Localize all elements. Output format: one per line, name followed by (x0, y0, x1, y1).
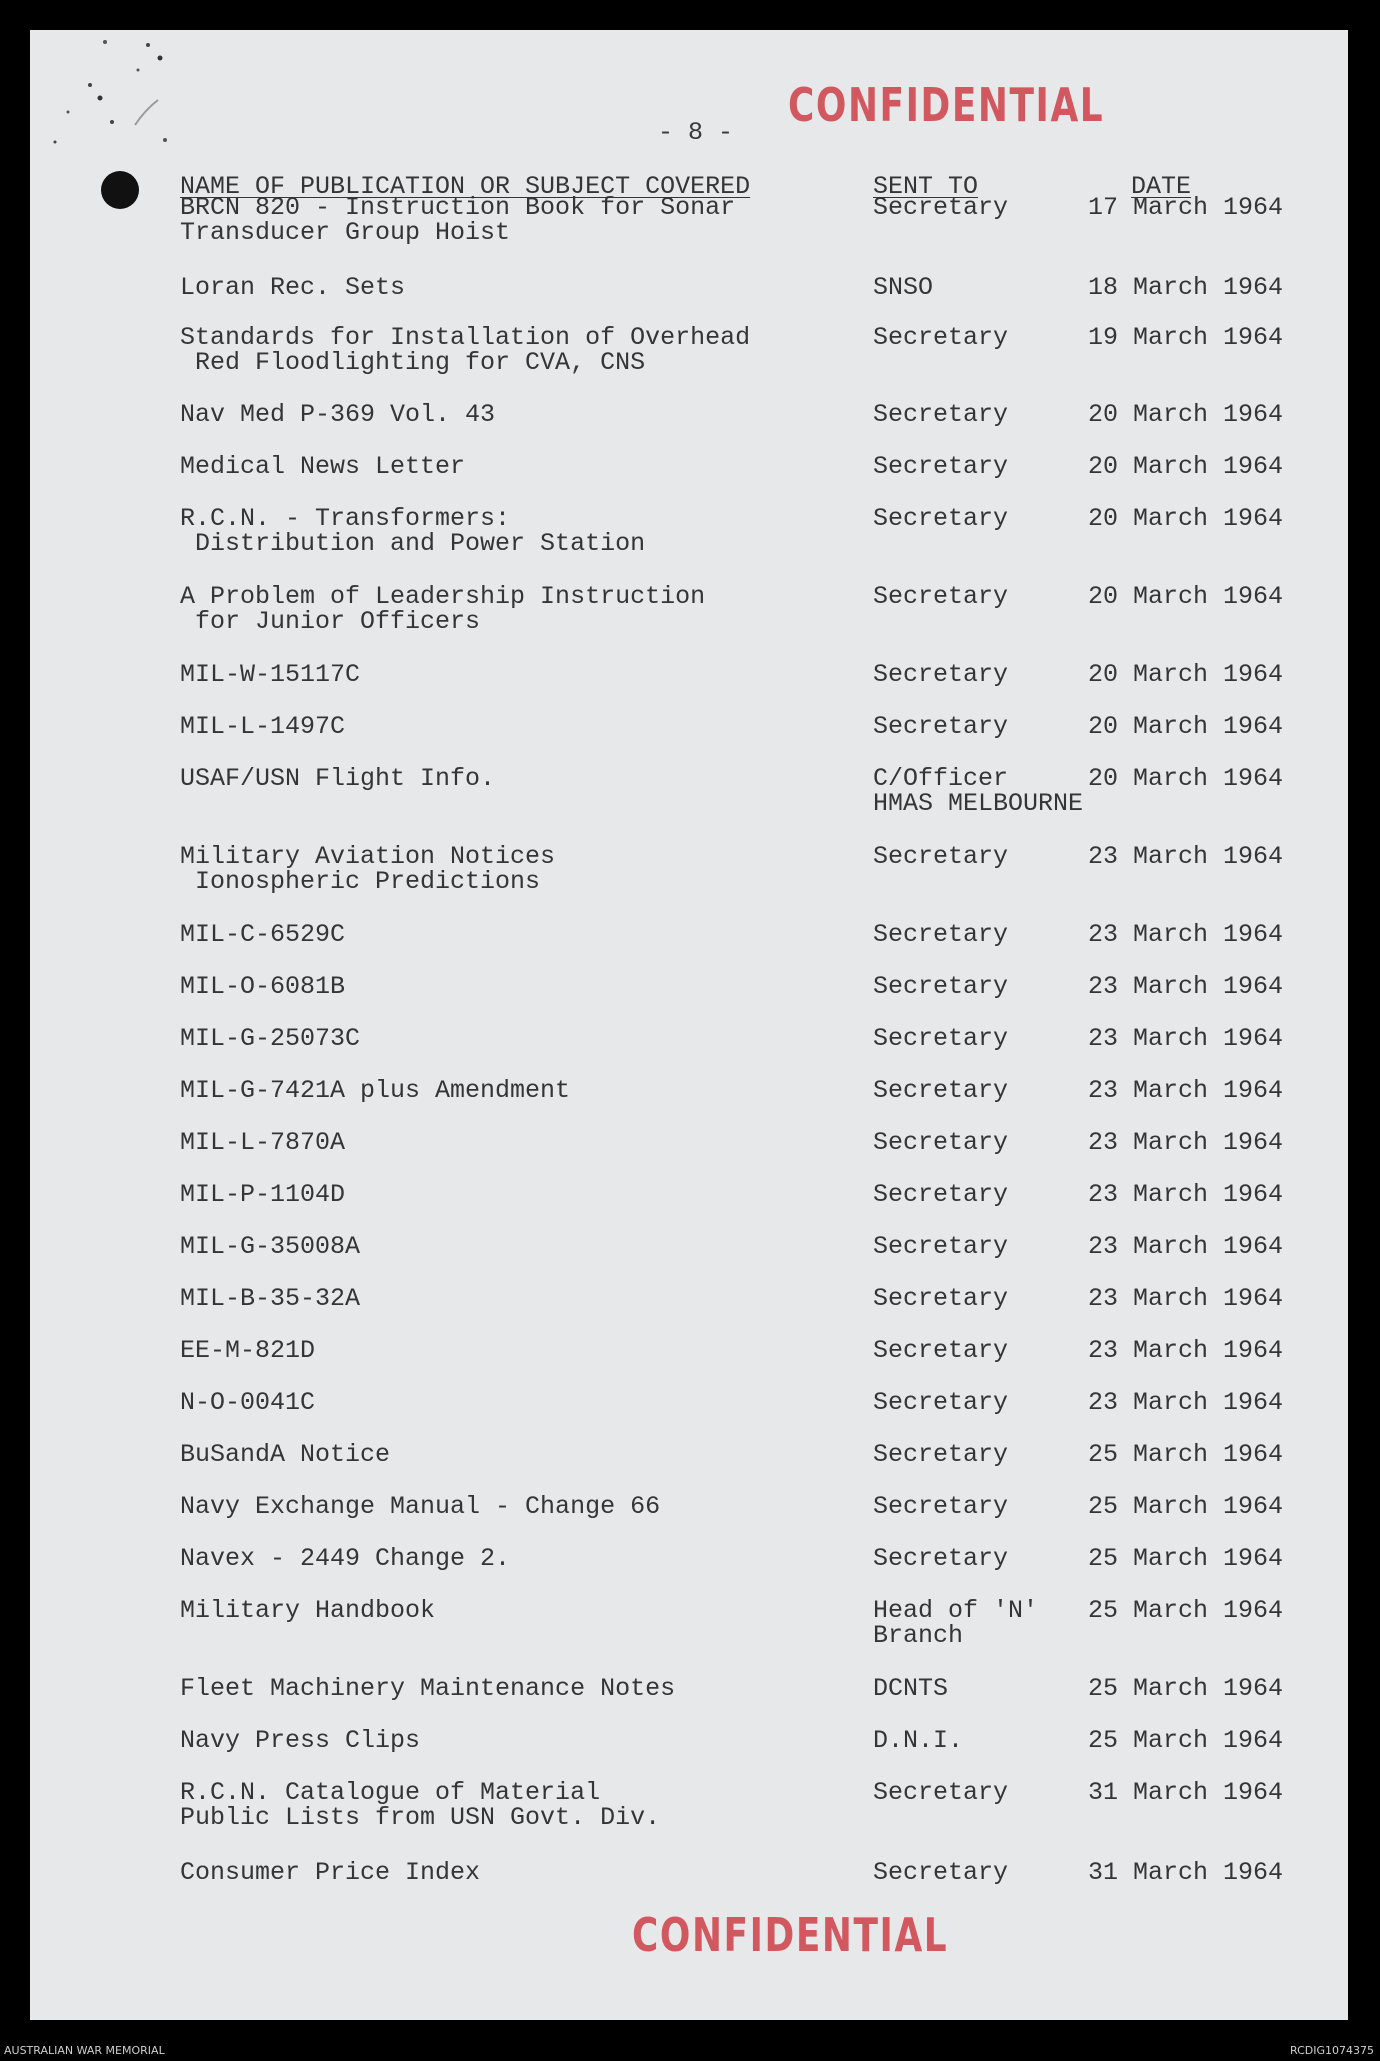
date-cell: 23 March 1964 (1088, 1284, 1284, 1313)
archive-credit: AUSTRALIAN WAR MEMORIAL (4, 2044, 165, 2057)
subject-cell (180, 1234, 360, 1259)
subject-cell-line: Standards for Installation of Overhead (180, 323, 751, 352)
subject-cell (180, 1182, 345, 1207)
subject-cell-line: Loran Rec. Sets (180, 273, 406, 302)
date-cell: 31 March 1964 (1088, 1778, 1284, 1807)
sent-to-cell-line: Head of 'N' (873, 1596, 1039, 1625)
subject-cell (180, 844, 555, 894)
date-cell: 23 March 1964 (1088, 1128, 1284, 1157)
sent-to-cell-line: DCNTS (873, 1674, 949, 1703)
subject-cell (180, 402, 495, 427)
subject-cell-line: MIL-O-6081B (180, 972, 346, 1001)
sent-to-cell-line: Secretary (873, 1180, 1009, 1209)
sent-to-cell (873, 325, 1008, 350)
subject-cell-line: Military Aviation Notices (180, 842, 556, 871)
subject-cell (180, 1338, 315, 1363)
subject-cell-line: Navy Exchange Manual - Change 66 (180, 1492, 661, 1521)
subject-cell-line: Military Handbook (180, 1596, 436, 1625)
sent-to-cell-line: Secretary (873, 660, 1009, 689)
subject-cell (180, 714, 345, 739)
subject-cell (180, 1286, 360, 1311)
sent-to-cell-line: Secretary (873, 504, 1009, 533)
subject-cell-line: Fleet Machinery Maintenance Notes (180, 1674, 676, 1703)
subject-cell (180, 1860, 480, 1885)
date-cell: 23 March 1964 (1088, 1180, 1284, 1209)
subject-cell (180, 1078, 570, 1103)
subject-cell-line: MIL-P-1104D (180, 1180, 346, 1209)
date-cell: 23 March 1964 (1088, 920, 1284, 949)
sent-to-cell-line: Secretary (873, 1024, 1009, 1053)
date-cell: 23 March 1964 (1088, 1388, 1284, 1417)
subject-cell-line: MIL-G-35008A (180, 1232, 361, 1261)
date-cell: 25 March 1964 (1088, 1440, 1284, 1469)
sent-to-cell (873, 275, 933, 300)
date-cell: 20 March 1964 (1088, 712, 1284, 741)
subject-cell-line: MIL-G-25073C (180, 1024, 361, 1053)
sent-to-cell (873, 1442, 1008, 1467)
date-cell: 23 March 1964 (1088, 1232, 1284, 1261)
sent-to-cell-line: Secretary (873, 582, 1009, 611)
header-subject: NAME OF PUBLICATION OR SUBJECT COVERED (180, 172, 751, 201)
subject-cell-line: Ionospheric Predictions (180, 867, 541, 896)
sent-to-cell (873, 1078, 1008, 1103)
date-cell: 20 March 1964 (1088, 504, 1284, 533)
sent-to-cell-line: Secretary (873, 1128, 1009, 1157)
date-cell: 25 March 1964 (1088, 1544, 1284, 1573)
sent-to-cell-line: Secretary (873, 842, 1009, 871)
sent-to-cell (873, 1546, 1008, 1571)
sent-to-cell (873, 402, 1008, 427)
subject-cell-line: Nav Med P-369 Vol. 43 (180, 400, 496, 429)
sent-to-cell (873, 1728, 963, 1753)
sent-to-cell (873, 1182, 1008, 1207)
sent-to-cell (873, 1338, 1008, 1363)
punch-hole (101, 171, 139, 209)
sent-to-cell (873, 584, 1008, 609)
date-cell: 20 March 1964 (1088, 582, 1284, 611)
date-cell: 23 March 1964 (1088, 972, 1284, 1001)
subject-cell-line: Navex - 2449 Change 2. (180, 1544, 511, 1573)
subject-cell-line: Transducer Group Hoist (180, 218, 511, 247)
subject-cell (180, 1390, 315, 1415)
subject-cell (180, 974, 345, 999)
date-cell: 23 March 1964 (1088, 1076, 1284, 1105)
sent-to-cell-line: Secretary (873, 712, 1009, 741)
sent-to-cell (873, 844, 1008, 869)
subject-cell-line: Distribution and Power Station (180, 529, 646, 558)
subject-cell (180, 1442, 390, 1467)
sent-to-cell-line: Secretary (873, 972, 1009, 1001)
sent-to-cell (873, 1494, 1008, 1519)
sent-to-cell (873, 1860, 1008, 1885)
paper-damage-marks (50, 30, 210, 180)
subject-cell-line: MIL-L-7870A (180, 1128, 346, 1157)
date-cell: 31 March 1964 (1088, 1858, 1284, 1887)
subject-cell-line: MIL-W-15117C (180, 660, 361, 689)
archive-reference: RCDIG1074375 (1289, 2044, 1374, 2057)
date-cell: 23 March 1964 (1088, 842, 1284, 871)
date-cell: 23 March 1964 (1088, 1024, 1284, 1053)
subject-cell (180, 922, 345, 947)
sent-to-cell-line: Secretary (873, 452, 1009, 481)
sent-to-cell (873, 766, 1083, 816)
subject-cell (180, 766, 495, 791)
sent-to-cell-line: Secretary (873, 1440, 1009, 1469)
subject-cell (180, 275, 405, 300)
subject-cell-line: for Junior Officers (180, 607, 481, 636)
subject-cell-line: USAF/USN Flight Info. (180, 764, 496, 793)
sent-to-cell (873, 1286, 1008, 1311)
sent-to-cell (873, 195, 1008, 220)
subject-cell (180, 195, 735, 245)
header-date: DATE (1131, 172, 1192, 201)
sent-to-cell-line: SNSO (873, 273, 934, 302)
subject-cell (180, 506, 645, 556)
sent-to-cell-line: Secretary (873, 323, 1009, 352)
sent-to-cell (873, 506, 1008, 531)
confidential-stamp-bottom: CONFIDENTIAL (632, 1908, 949, 1962)
document-page (30, 30, 1348, 2020)
sent-to-cell-line: Secretary (873, 1284, 1009, 1313)
sent-to-cell (873, 1780, 1008, 1805)
sent-to-cell-line: Secretary (873, 920, 1009, 949)
sent-to-cell-line: Secretary (873, 400, 1009, 429)
subject-cell-line: Navy Press Clips (180, 1726, 421, 1755)
date-cell: 23 March 1964 (1088, 1336, 1284, 1365)
sent-to-cell-line: HMAS MELBOURNE (873, 789, 1084, 818)
subject-cell-line: MIL-C-6529C (180, 920, 346, 949)
sent-to-cell (873, 922, 1008, 947)
subject-cell (180, 1546, 510, 1571)
page-number: - 8 - (658, 118, 734, 147)
subject-cell (180, 1130, 345, 1155)
sent-to-cell-line: Secretary (873, 1778, 1009, 1807)
date-cell: 25 March 1964 (1088, 1492, 1284, 1521)
subject-cell (180, 1676, 675, 1701)
subject-cell-line: EE-M-821D (180, 1336, 316, 1365)
date-cell: 25 March 1964 (1088, 1726, 1284, 1755)
subject-cell (180, 662, 360, 687)
subject-cell-line: MIL-B-35-32A (180, 1284, 361, 1313)
date-cell: 20 March 1964 (1088, 400, 1284, 429)
subject-cell-line: Red Floodlighting for CVA, CNS (180, 348, 646, 377)
sent-to-cell-line: D.N.I. (873, 1726, 964, 1755)
subject-cell-line: MIL-G-7421A plus Amendment (180, 1076, 571, 1105)
date-cell: 20 March 1964 (1088, 660, 1284, 689)
subject-cell-line: Public Lists from USN Govt. Div. (180, 1803, 661, 1832)
subject-cell-line: BuSandA Notice (180, 1440, 391, 1469)
sent-to-cell (873, 714, 1008, 739)
date-cell: 17 March 1964 (1088, 193, 1284, 222)
subject-cell-line: BRCN 820 - Instruction Book for Sonar (180, 193, 736, 222)
sent-to-cell (873, 974, 1008, 999)
subject-cell-line: R.C.N. - Transformers: (180, 504, 511, 533)
subject-cell (180, 1780, 660, 1830)
sent-to-cell-line: Secretary (873, 1544, 1009, 1573)
sent-to-cell (873, 1598, 1038, 1648)
header-sent-to: SENT TO (873, 172, 979, 201)
sent-to-cell-line: Secretary (873, 193, 1009, 222)
sent-to-cell-line: Secretary (873, 1858, 1009, 1887)
sent-to-cell-line: Secretary (873, 1388, 1009, 1417)
sent-to-cell-line: Secretary (873, 1076, 1009, 1105)
subject-cell (180, 454, 465, 479)
sent-to-cell-line: Secretary (873, 1232, 1009, 1261)
sent-to-cell (873, 1130, 1008, 1155)
subject-cell-line: MIL-L-1497C (180, 712, 346, 741)
date-cell: 25 March 1964 (1088, 1596, 1284, 1625)
subject-cell-line: A Problem of Leadership Instruction (180, 582, 706, 611)
sent-to-cell (873, 1234, 1008, 1259)
sent-to-cell (873, 1676, 948, 1701)
subject-cell (180, 1598, 435, 1623)
subject-cell (180, 1494, 660, 1519)
subject-cell (180, 1026, 360, 1051)
sent-to-cell (873, 1026, 1008, 1051)
subject-cell (180, 325, 750, 375)
date-cell: 20 March 1964 (1088, 764, 1284, 793)
sent-to-cell (873, 662, 1008, 687)
sent-to-cell (873, 1390, 1008, 1415)
confidential-stamp-top: CONFIDENTIAL (788, 78, 1105, 132)
date-cell: 19 March 1964 (1088, 323, 1284, 352)
subject-cell (180, 584, 705, 634)
date-cell: 20 March 1964 (1088, 452, 1284, 481)
sent-to-cell (873, 454, 1008, 479)
sent-to-cell-line: Branch (873, 1621, 964, 1650)
subject-cell-line: N-O-0041C (180, 1388, 316, 1417)
sent-to-cell-line: Secretary (873, 1336, 1009, 1365)
subject-cell-line: Consumer Price Index (180, 1858, 481, 1887)
date-cell: 25 March 1964 (1088, 1674, 1284, 1703)
sent-to-cell-line: Secretary (873, 1492, 1009, 1521)
subject-cell-line: Medical News Letter (180, 452, 466, 481)
subject-cell-line: R.C.N. Catalogue of Material (180, 1778, 601, 1807)
date-cell: 18 March 1964 (1088, 273, 1284, 302)
sent-to-cell-line: C/Officer (873, 764, 1009, 793)
subject-cell (180, 1728, 420, 1753)
